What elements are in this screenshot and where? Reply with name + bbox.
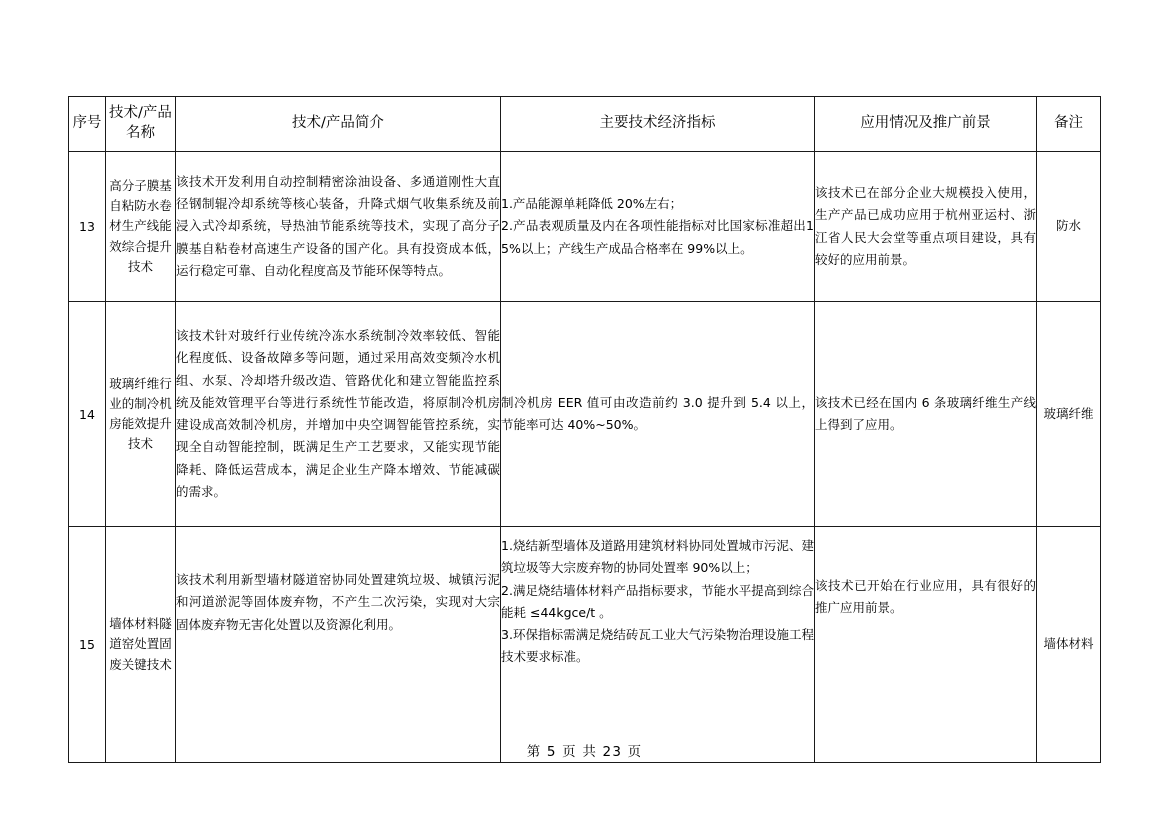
cell-economic-indicators xyxy=(501,152,815,302)
cell-economic-indicators xyxy=(501,302,815,527)
cell-tech-intro: 该技术开发利用自动控制精密涂油设备、多通道刚性大直径钢制辊冷却系统等核心装备，升降式烟气收集系统及前浸入式冷却系统，导热油节能系统等技术，实现了高分子膜基自粘卷材高速生产设备的国产化。具有投资成本低，运行稳定可靠、自动化程度高及节能环保等特点。 xyxy=(176,152,501,302)
column-header-tech-intro xyxy=(176,97,501,152)
indicator-item: 3.环保指标需满足烧结砖瓦工业大气污染物治理设施工程技术要求标准。 xyxy=(501,627,814,665)
table-row xyxy=(69,152,1101,302)
column-header-serial-number xyxy=(69,97,106,152)
column-header-tech-name-line2: 名称 xyxy=(126,125,155,141)
indicator-item: 制冷机房 EER 值可由改造前约 3.0 提升到 5.4 以上，节能率可达 40%~50%。 xyxy=(501,394,814,432)
column-header-remark-label: 备注 xyxy=(1054,115,1083,132)
table-row xyxy=(69,527,1101,763)
cell-application-prospect: 该技术已开始在行业应用，具有很好的推广应用前景。 xyxy=(815,527,1037,763)
column-header-economic-indicators-label: 主要技术经济指标 xyxy=(599,115,716,132)
cell-tech-name: 玻璃纤维行业的制冷机房能效提升技术 xyxy=(106,302,176,527)
cell-remark: 防水 xyxy=(1037,152,1101,302)
cell-tech-name: 墙体材料隧道窑处置固废关键技术 xyxy=(106,527,176,763)
column-header-tech-name xyxy=(106,97,176,152)
page-footer: 第 5 页 共 23 页 xyxy=(526,744,643,760)
table-row xyxy=(69,302,1101,527)
cell-tech-intro: 该技术利用新型墙材隧道窑协同处置建筑垃圾、城镇污泥和河道淤泥等固体废弃物，不产生二次污染，实现对大宗固体废弃物无害化处置以及资源化利用。 xyxy=(176,527,501,763)
cell-tech-name: 高分子膜基自粘防水卷材生产线能效综合提升技术 xyxy=(106,152,176,302)
cell-serial-number: 14 xyxy=(69,302,106,527)
cell-remark: 玻璃纤维 xyxy=(1037,302,1101,527)
cell-tech-intro: 该技术针对玻纤行业传统冷冻水系统制冷效率较低、智能化程度低、设备故障多等问题，通过采用高效变频冷水机组、水泵、冷却塔升级改造、管路优化和建立智能监控系统及能效管理平台等进行系统性节能改造，将原制冷机房建设成高效制冷机房，并增加中央空调智能管控系统，实现全自动智能控制，既满足生产工艺要求，又能实现节能降耗、降低运营成本，满足企业生产降本增效、节能减碳的需求。 xyxy=(176,302,501,527)
column-header-tech-name-line1: 技术/产品 xyxy=(109,105,172,122)
table-header-row xyxy=(69,97,1101,152)
indicator-item: 1.烧结新型墙体及道路用建筑材料协同处置城市污泥、建筑垃圾等大宗废弃物的协同处置率 90%以上； xyxy=(501,538,814,576)
column-header-application-prospect xyxy=(815,97,1037,152)
column-header-remark xyxy=(1037,97,1101,152)
cell-remark: 墙体材料 xyxy=(1037,527,1101,763)
indicator-item: 2.满足烧结墙体材料产品指标要求，节能水平提高到综合能耗 ≤44kgce/t 。 xyxy=(501,582,814,620)
cell-application-prospect: 该技术已在部分企业大规模投入使用，生产产品已成功应用于杭州亚运村、浙江省人民大会堂等重点项目建设，具有较好的应用前景。 xyxy=(815,152,1037,302)
column-header-economic-indicators xyxy=(501,97,815,152)
column-header-tech-intro-label: 技术/产品简介 xyxy=(292,115,384,132)
indicator-item: 2.产品表观质量及内在各项性能指标对比国家标准超出15%以上；产线生产成品合格率在 99%以上。 xyxy=(501,218,814,256)
cell-serial-number: 13 xyxy=(69,152,106,302)
cell-serial-number: 15 xyxy=(69,527,106,763)
column-header-serial-number-label: 序号 xyxy=(72,115,102,132)
cell-application-prospect: 该技术已经在国内 6 条玻璃纤维生产线上得到了应用。 xyxy=(815,302,1037,527)
indicator-item: 1.产品能源单耗降低 20%左右； xyxy=(501,196,683,212)
cell-economic-indicators xyxy=(501,527,815,763)
column-header-application-prospect-label: 应用情况及推广前景 xyxy=(860,115,991,132)
technology-catalog-table xyxy=(68,96,1101,763)
